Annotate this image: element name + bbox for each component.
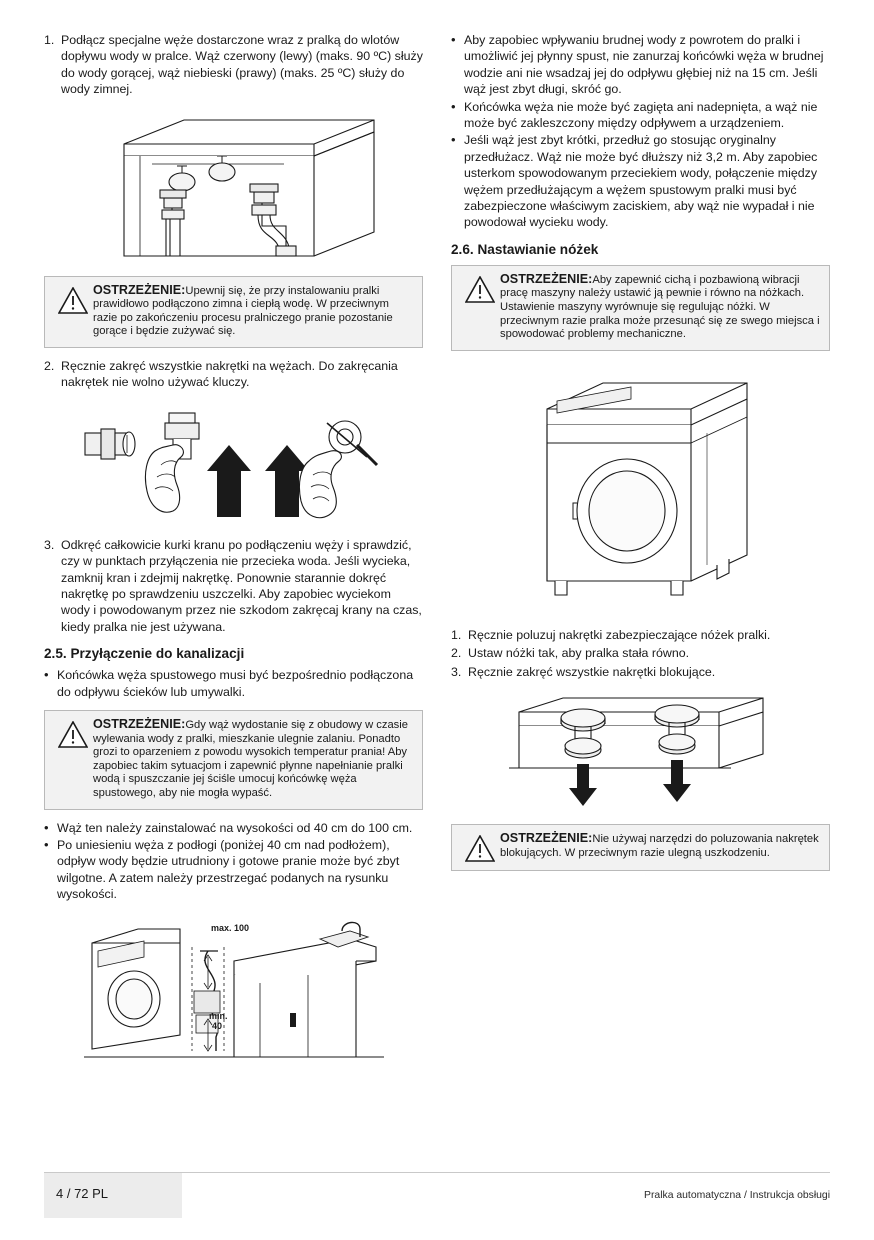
warning-text — [500, 832, 821, 862]
bullet-dot: • — [44, 667, 49, 683]
numbered-step — [44, 537, 423, 635]
two-column-layout — [44, 32, 830, 1075]
footer-document-title: Pralka automatyczna / Instrukcja obsługi — [644, 1190, 830, 1201]
section-heading-2-6: 2.6. Nastawianie nóżek — [451, 241, 599, 257]
warning-body: Aby zapewnić cichą i pozbawioną wibracji pracę maszyny należy ustawić ją pewnie i równo na nóżkach. Ustawienie maszyny wyrównuje się regulując nóżki. W przeciwnym razie pralka może przesunąć się ze swego miejsca i spowodować problemy mechaniczne. — [500, 273, 820, 341]
bullet-text: Po uniesieniu węża z podłogi (poniżej 40 cm nad podłożem), odpływ wody będzie utrudniony i gotowe pranie może być zbyt wilgotne. A zatem należy przestrzegać podanych na rysunku wysokości. — [57, 838, 400, 902]
warning-body: Upewnij się, że przy instalowaniu pralki prawidłowo podłączono zimna i ciepłą wodę. W przeciwnym razie po zakończeniu procesu pralniczego pranie pozostanie gorące i będzie zużywać się. — [93, 284, 393, 338]
figure-label-min-value: 40 — [212, 1020, 223, 1031]
bullet-dot: • — [451, 132, 456, 148]
numbered-step — [451, 664, 830, 680]
warning-box-drain-hose — [44, 710, 423, 810]
right-column — [451, 32, 830, 1075]
step-text: Ręcznie zakręć wszystkie nakrętki blokujące. — [468, 664, 716, 679]
warning-body: Nie używaj narzędzi do poluzowania nakrętek blokujących. W przeciwnym razie ulegną uszkodzeniu. — [500, 833, 819, 859]
step-number: 2. — [451, 646, 462, 661]
bullet-text: Końcówka węża spustowego musi być bezpośrednio podłączona do odpływu ścieków lub umywalki. — [57, 668, 414, 699]
bullet-text: Jeśli wąż jest zbyt krótki, przedłuż go stosując oryginalny przedłużacz. Wąż nie może być dłuższy niż 3,2 m. Aby zapobiec usterkom spowodowanym przeciekiem wody, połączenie między wężem przedłużającym a wężem spustowym pralki musi być zabezpieczone właściwym zaciskiem, aby wąż nie wypadał i nie powodował wycieku wody. — [464, 133, 818, 230]
bullet-list-item — [44, 667, 423, 700]
bullet-dot: • — [44, 837, 49, 853]
left-column — [44, 32, 423, 1075]
numbered-step — [44, 32, 423, 98]
figure-label-max-100: max. 100 — [211, 922, 250, 933]
warning-triangle-icon — [465, 835, 495, 862]
step-text: Odkręć całkowicie kurki kranu po podłączeniu węży i sprawdzić, czy w punktach przyłączenia nie przecieka woda. Jeśli wycieka, zamknij kran i zdejmij nakrętkę. Ponownie starannie dokręć nakrętkę po sprawdzeniu uszczelki. Aby zapobiec wyciekom wody i powodowanym przez nie szkodom zakręcaj krany na czas, kiedy pralka nie jest używana. — [61, 537, 422, 634]
section-heading-2-5: 2.5. Przyłączenie do kanalizacji — [44, 646, 245, 662]
bullet-list-item — [451, 99, 830, 132]
warning-box-feet-adjustment — [451, 265, 830, 351]
numbered-step — [44, 358, 423, 391]
warning-triangle-icon — [465, 276, 495, 303]
warning-box-water-connection — [44, 276, 423, 348]
figure-water-inlet-connection — [44, 106, 423, 266]
warning-box-no-tools — [451, 824, 830, 871]
warning-triangle-icon — [58, 721, 88, 748]
bullet-list-item — [44, 837, 423, 903]
warning-icon-wrap — [460, 832, 500, 862]
warning-text — [93, 718, 414, 801]
figure-hand-tighten-nuts — [44, 399, 423, 529]
warning-icon-wrap — [53, 284, 93, 339]
bullet-list-item — [44, 820, 423, 836]
warning-icon-wrap — [460, 273, 500, 342]
step-text: Ustaw nóżki tak, aby pralka stała równo. — [468, 646, 690, 661]
step-number: 3. — [44, 537, 55, 552]
bullet-text: Aby zapobiec wpływaniu brudnej wody z powrotem do pralki i umożliwić jej płynny spust, nie zanurzaj końcówki węża w brudnej wodzie ani nie wsadzaj jej do odpływu głębiej niż na 15 cm. Jeśli wąż jest zbyt długi, skróć go. — [464, 33, 824, 97]
numbered-step — [451, 645, 830, 661]
warning-label: OSTRZEŻENIE: — [93, 282, 186, 297]
bullet-text: Wąż ten należy zainstalować na wysokości od 40 cm do 100 cm. — [57, 820, 413, 835]
bullet-dot: • — [451, 32, 456, 47]
step-text: Podłącz specjalne węże dostarczone wraz z pralką do wlotów dopływu wody w pralce. Wąż czerwony (lewy) (maks. 90 ºC) służy do wody gorącej, wąż niebieski (prawy) (maks. 25 ºC) służy do wody zimnej. — [61, 33, 423, 97]
bullet-dot: • — [451, 98, 456, 114]
warning-label: OSTRZEŻENIE: — [500, 831, 593, 846]
bullet-list-item — [451, 132, 830, 230]
step-number: 2. — [44, 359, 55, 373]
warning-label: OSTRZEŻENIE: — [500, 271, 593, 286]
warning-body: Gdy wąż wydostanie się z obudowy w czasie wylewania wody z pralki, mieszkanie ulegnie zalaniu. Ponadto grozi to oparzeniem z powodu wysokich temperatur prania! Aby zapobiec takim sytuacjom i zapewnić płynne napełnianie pralki wodą i spuszczanie jej ściśle umocuj końcówkę węża spustowego, aby nie mogła wypaść. — [93, 719, 408, 800]
warning-triangle-icon — [58, 287, 88, 314]
numbered-step — [451, 627, 830, 643]
figure-washing-machine — [451, 369, 830, 619]
figure-adjusting-feet — [451, 694, 830, 814]
step-number: 3. — [451, 664, 462, 679]
figure-label-min: min. — [209, 1010, 228, 1021]
step-text: Ręcznie poluzuj nakrętki zabezpieczające nóżek pralki. — [468, 627, 771, 642]
bullet-text: Końcówka węża nie może być zagięta ani nadepnięta, a wąż nie może być zakleszczony między odpływem a urządzeniem. — [464, 99, 818, 131]
bullet-list-item — [451, 32, 830, 98]
warning-text — [93, 284, 414, 339]
bullet-dot: • — [44, 819, 49, 835]
footer-page-number: 4 / 72 PL — [56, 1186, 109, 1201]
warning-text — [500, 273, 821, 342]
step-number: 1. — [44, 33, 55, 47]
warning-icon-wrap — [53, 718, 93, 801]
figure-drain-hose-heights — [44, 917, 423, 1067]
step-number: 1. — [451, 627, 462, 642]
warning-label: OSTRZEŻENIE: — [93, 717, 186, 732]
step-text: Ręcznie zakręć wszystkie nakrętki na wężach. Do zakręcania nakrętek nie wolno używać kluczy. — [61, 359, 398, 390]
